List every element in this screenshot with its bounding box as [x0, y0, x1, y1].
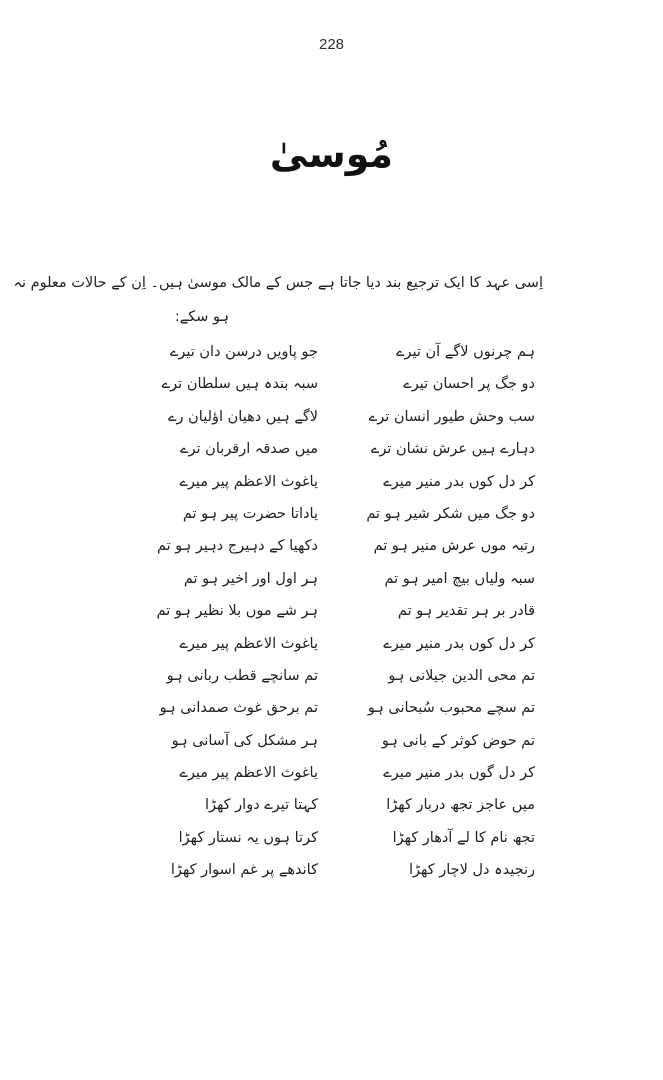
verse-first-hemistich: ہم چرنوں لاگے آن تیرے: [396, 344, 535, 360]
verse-second-hemistich: ہر اول اور اخیر ہو تم: [183, 570, 318, 587]
verse-first-hemistich: رتبہ موں عرش منیر ہو تم: [373, 538, 535, 555]
verse-first-hemistich: دو جگ پر احسان تیرے: [403, 376, 535, 393]
verse-first-hemistich: کر دل گوں بدر منیر میرے: [383, 765, 535, 782]
verse-row: [0, 567, 663, 599]
verse-first-hemistich: دہارے ہیں عرش نشان ترے: [370, 441, 535, 458]
verse-row: [0, 599, 663, 631]
verse-second-hemistich: جو پاویں درسن دان تیرے: [169, 344, 318, 360]
poem-title: مُوسیٰ: [269, 132, 394, 176]
verse-second-hemistich: یاغوث الاعظم پیر میرے: [179, 473, 318, 490]
intro-line-2: ہو سکے:: [174, 309, 229, 325]
verse-row: [0, 664, 663, 696]
verse-second-hemistich: لاگے ہیں دھیان اؤلیان رے: [168, 408, 318, 425]
verse-second-hemistich: کہتا تیرے دوار کھڑا: [204, 797, 318, 814]
verse-row: [0, 372, 663, 404]
verse-row: [0, 761, 663, 793]
intro-line-1: اِسی عہد کا ایک ترجیع بند دیا جاتا ہے جس کے مالک موسیٰ ہیں۔ اِن کے حالات معلوم نہ: [13, 275, 543, 291]
verse-first-hemistich: کر دل کوں بدر منیر میرے: [383, 473, 535, 490]
page-number: 228: [318, 36, 345, 53]
verse-second-hemistich: یاداتا حضرت پیر ہو تم: [182, 505, 318, 522]
verse-row: [0, 858, 663, 890]
verse-first-hemistich: تم محی الدین جیلانی ہو: [388, 667, 535, 684]
verse-first-hemistich: رنجیدہ دل لاچار کھڑا: [409, 862, 535, 879]
verse-first-hemistich: تم سچے محبوب سُبحانی ہو: [367, 700, 535, 717]
verse-row: [0, 405, 663, 437]
verse-second-hemistich: ہر شے موں بلا نظیر ہو تم: [156, 603, 318, 620]
verse-row: [0, 826, 663, 858]
verse-second-hemistich: تم سانچے قطب ربانی ہو: [166, 667, 318, 684]
verse-row: [0, 470, 663, 502]
verse-list: [0, 340, 663, 891]
verse-first-hemistich: سب وحش طیور انسان ترے: [368, 408, 535, 425]
verse-row: [0, 340, 663, 372]
verse-second-hemistich: کاندھے پر غم اسوار کھڑا: [170, 862, 318, 879]
verse-row: [0, 502, 663, 534]
verse-row: [0, 632, 663, 664]
verse-second-hemistich: سبہ بندہ ہیں سلطان ترے: [161, 376, 318, 393]
intro-paragraph: [13, 266, 543, 334]
verse-row: [0, 696, 663, 728]
verse-second-hemistich: دکھیا کے دہیرج دہیر ہو تم: [157, 538, 318, 555]
verse-row: [0, 793, 663, 825]
verse-second-hemistich: تم برحق غوث صمدانی ہو: [159, 700, 318, 717]
verse-second-hemistich: یاغوث الاعظم پیر میرے: [179, 765, 318, 782]
verse-first-hemistich: دو جگ میں شکر شیر ہو تم: [366, 505, 535, 522]
verse-row: [0, 437, 663, 469]
verse-first-hemistich: تم حوض کوثر کے بانی ہو: [381, 732, 535, 749]
verse-second-hemistich: ہر مشکل کی آسانی ہو: [171, 732, 318, 749]
verse-second-hemistich: کرتا ہوں یہ نستار کھڑا: [178, 829, 318, 846]
verse-first-hemistich: سبہ ولیاں بیچ امیر ہو تم: [384, 570, 535, 587]
verse-row: [0, 534, 663, 566]
verse-first-hemistich: تجھ نام کا لے آدھار کھڑا: [392, 829, 535, 846]
verse-second-hemistich: میں صدقہ ارقربان ترے: [180, 441, 318, 458]
verse-second-hemistich: یاغوث الاعظم پیر میرے: [179, 635, 318, 652]
verse-first-hemistich: میں عاجز تجھ دربار کھڑا: [386, 797, 535, 814]
verse-first-hemistich: کر دل کوں بدر منیر میرے: [383, 635, 535, 652]
verse-row: [0, 729, 663, 761]
verse-first-hemistich: قادر بر ہر تقدیر ہو تم: [397, 603, 535, 620]
